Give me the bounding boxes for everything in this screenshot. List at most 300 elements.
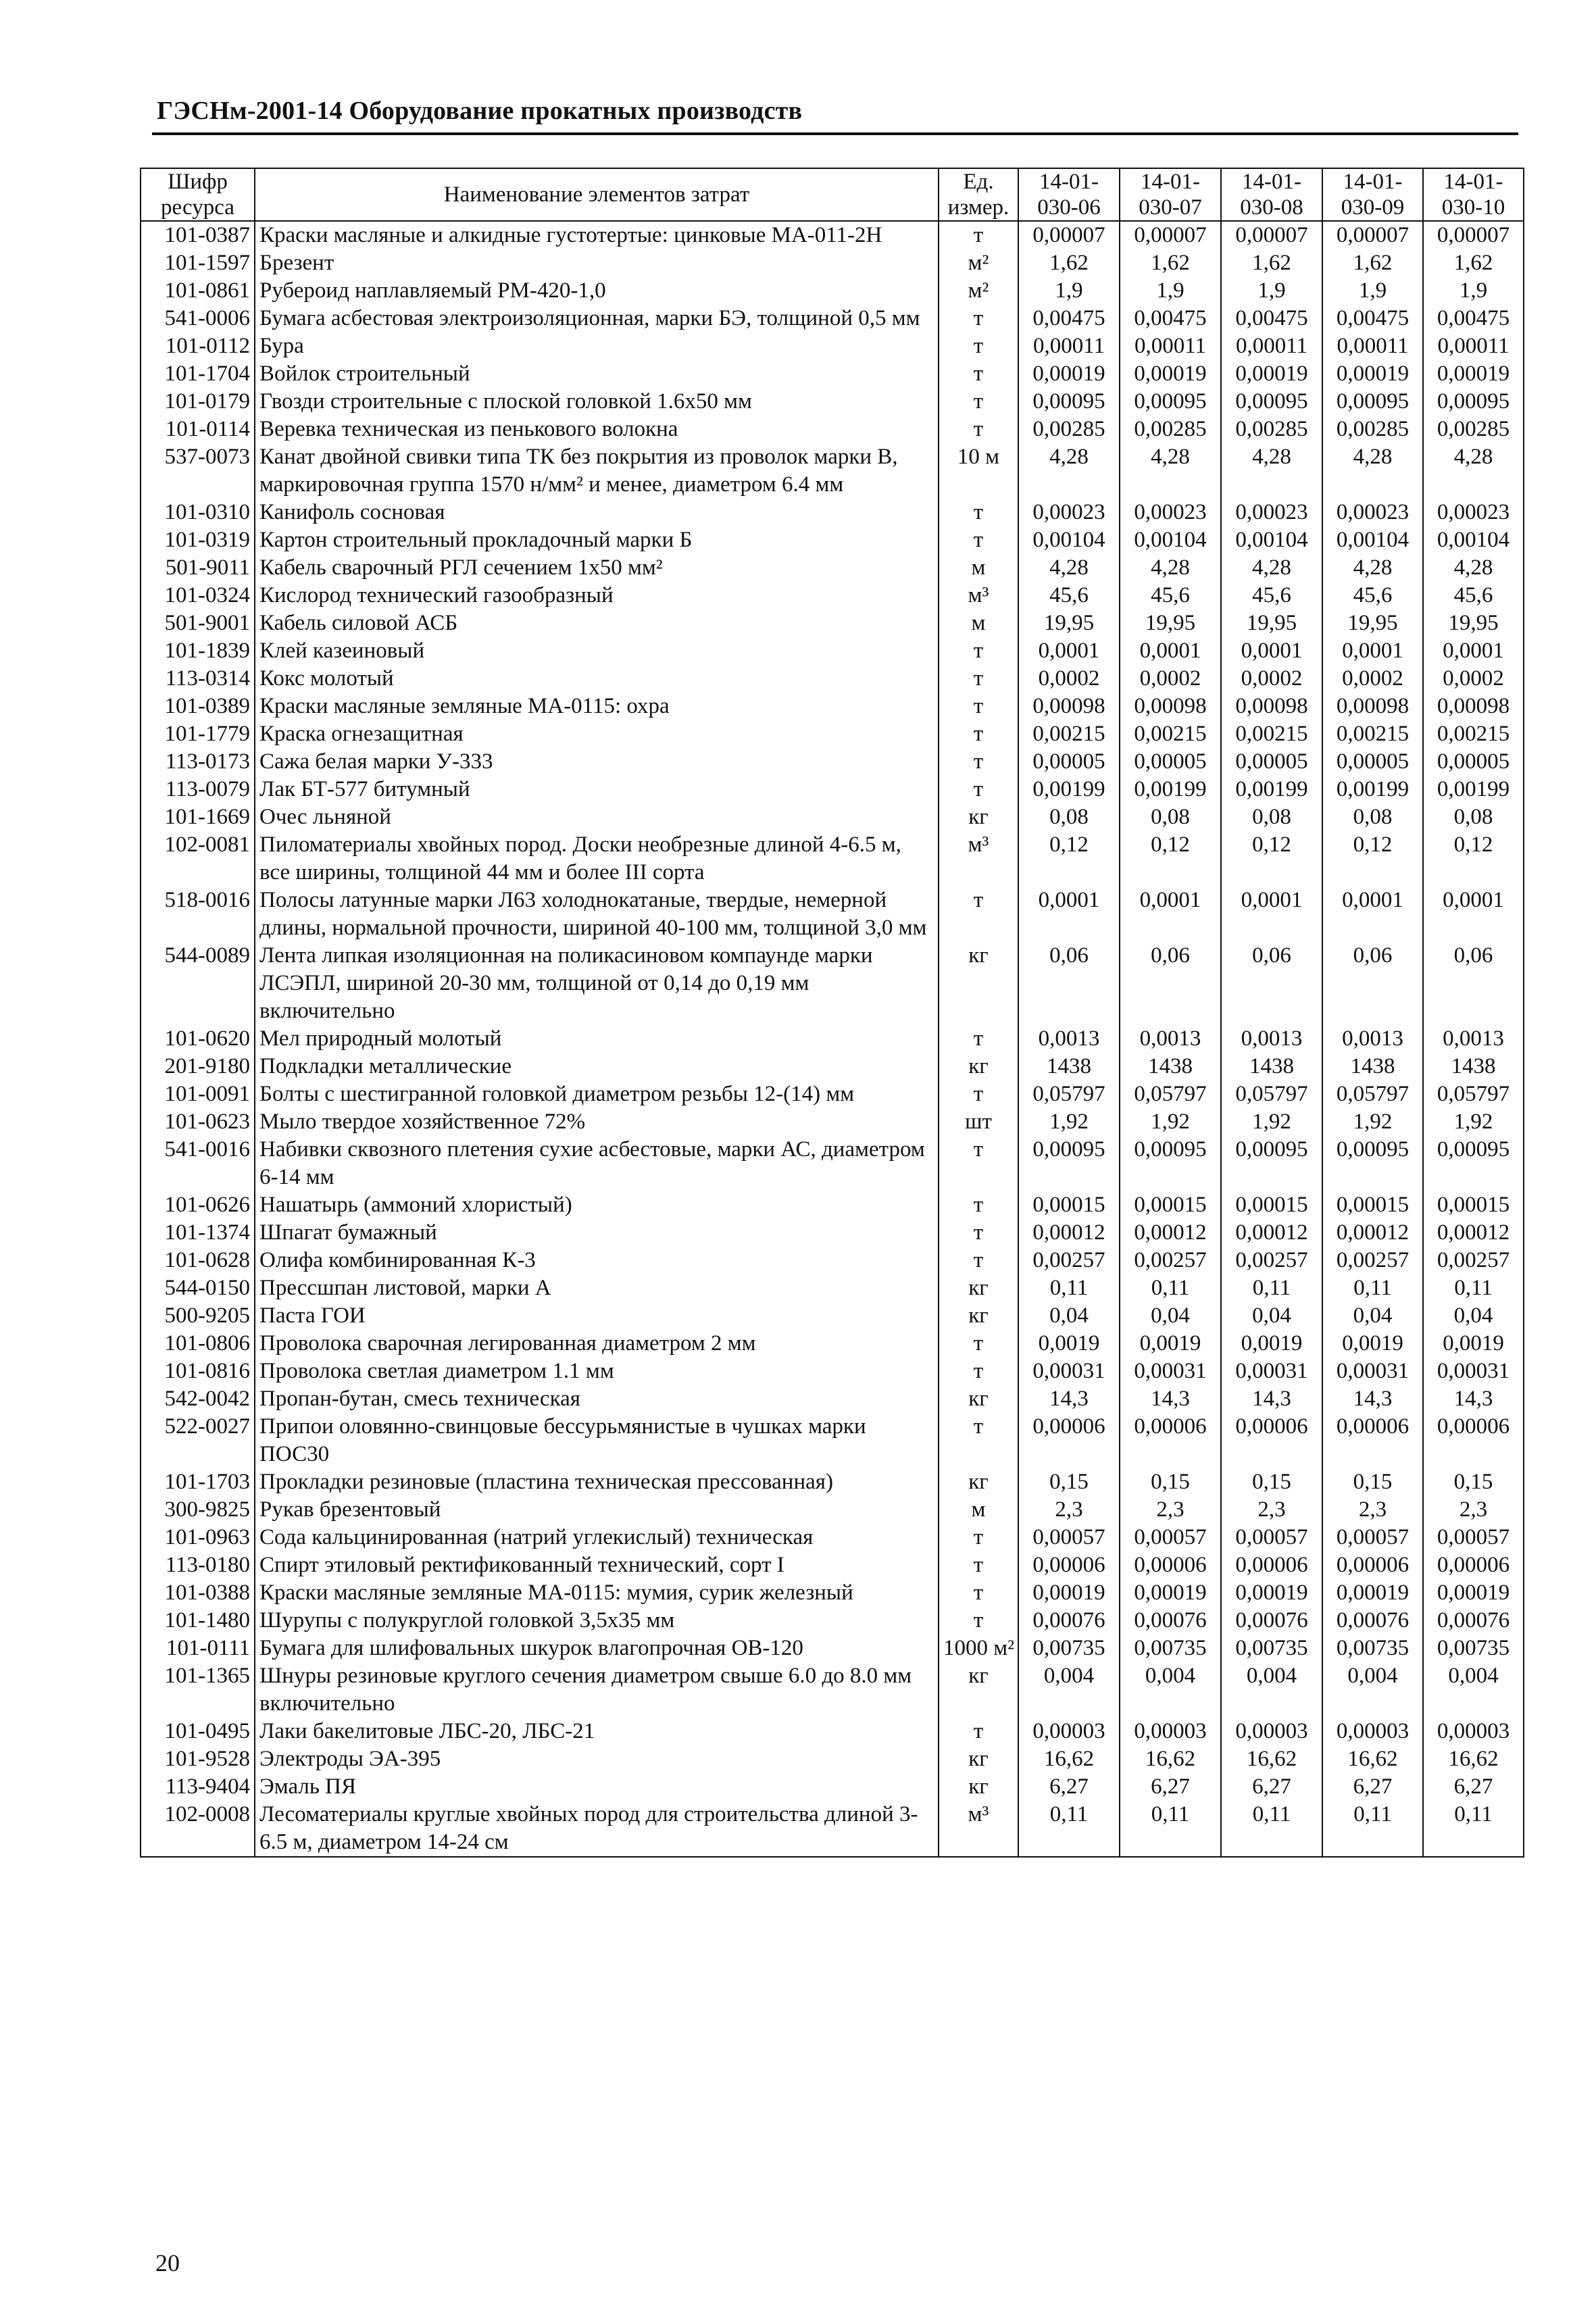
resource-unit: м² (939, 249, 1018, 277)
value-030-09: 0,05797 (1322, 1080, 1423, 1108)
resource-unit: т (939, 665, 1018, 693)
value-030-06: 0,00199 (1018, 776, 1120, 803)
value-030-07: 0,004 (1120, 1662, 1221, 1718)
value-030-07: 1438 (1120, 1053, 1221, 1080)
resource-code: 101-0319 (141, 526, 255, 554)
table-row (141, 1662, 1524, 1718)
value-030-07: 0,0019 (1120, 1330, 1221, 1358)
table-row (141, 803, 1524, 831)
value-030-09: 0,00057 (1322, 1524, 1423, 1551)
value-030-10: 0,11 (1423, 1274, 1524, 1302)
resource-unit: т (939, 1136, 1018, 1191)
value-030-07: 0,00023 (1120, 499, 1221, 526)
table-row (141, 1579, 1524, 1607)
value-030-07: 0,00005 (1120, 748, 1221, 776)
value-030-10: 0,00006 (1423, 1551, 1524, 1579)
value-030-08: 0,00057 (1221, 1524, 1322, 1551)
resource-name: Электроды ЭА-395 (255, 1745, 939, 1773)
resource-unit: т (939, 693, 1018, 720)
resource-code: 101-0861 (141, 277, 255, 305)
value-030-07: 19,95 (1120, 609, 1221, 637)
table-row (141, 221, 1524, 249)
resource-name: Проволока светлая диаметром 1.1 мм (255, 1358, 939, 1385)
table-row (141, 1801, 1524, 1857)
value-030-09: 1438 (1322, 1053, 1423, 1080)
resource-name: Бумага для шлифовальных шкурок влагопрочная ОВ-120 (255, 1635, 939, 1662)
resource-name: Гвозди строительные с плоской головкой 1.6х50 мм (255, 388, 939, 416)
resource-name: Сажа белая марки У-333 (255, 748, 939, 776)
table-row (141, 1191, 1524, 1219)
resource-unit: т (939, 1413, 1018, 1468)
value-030-06: 0,00098 (1018, 693, 1120, 720)
value-030-07: 1,62 (1120, 249, 1221, 277)
resource-code: 101-0816 (141, 1358, 255, 1385)
value-030-06: 0,00076 (1018, 1607, 1120, 1635)
table-row (141, 1108, 1524, 1136)
col-header-030-06: 14-01-030-06 (1018, 168, 1120, 221)
value-030-09: 0,00015 (1322, 1191, 1423, 1219)
value-030-07: 0,00257 (1120, 1247, 1221, 1274)
value-030-06: 1438 (1018, 1053, 1120, 1080)
page-title: ГЭСНм-2001-14 Оборудование прокатных производств (157, 97, 803, 125)
value-030-06: 6,27 (1018, 1773, 1120, 1801)
value-030-08: 0,00015 (1221, 1191, 1322, 1219)
table-row (141, 1053, 1524, 1080)
table-row (141, 1413, 1524, 1468)
value-030-09: 0,0019 (1322, 1330, 1423, 1358)
value-030-06: 0,0002 (1018, 665, 1120, 693)
value-030-10: 0,00098 (1423, 693, 1524, 720)
resource-unit: кг (939, 1053, 1018, 1080)
resource-name: Лента липкая изоляционная на поликасиновом компаунде марки ЛСЭПЛ, шириной 20-30 мм, толщиной от 0,14 до 0,19 мм включительно (255, 942, 939, 1025)
value-030-06: 0,0019 (1018, 1330, 1120, 1358)
value-030-10: 0,00215 (1423, 720, 1524, 748)
resource-code: 501-9011 (141, 554, 255, 582)
value-030-09: 0,06 (1322, 942, 1423, 1025)
value-030-08: 45,6 (1221, 582, 1322, 609)
value-030-08: 0,00215 (1221, 720, 1322, 748)
value-030-07: 0,08 (1120, 803, 1221, 831)
value-030-06: 0,00475 (1018, 305, 1120, 332)
resource-name: Картон строительный прокладочный марки Б (255, 526, 939, 554)
resource-code: 101-0495 (141, 1718, 255, 1745)
value-030-07: 4,28 (1120, 554, 1221, 582)
resource-unit: т (939, 1524, 1018, 1551)
resource-name: Краски масляные земляные МА-0115: мумия, сурик железный (255, 1579, 939, 1607)
value-030-10: 0,00012 (1423, 1219, 1524, 1247)
value-030-07: 0,00098 (1120, 693, 1221, 720)
resource-code: 101-0628 (141, 1247, 255, 1274)
table-row (141, 1385, 1524, 1413)
resource-name: Рукав брезентовый (255, 1496, 939, 1524)
resource-name: Лаки бакелитовые ЛБС-20, ЛБС-21 (255, 1718, 939, 1745)
value-030-09: 0,00006 (1322, 1413, 1423, 1468)
table-body (141, 221, 1524, 1857)
resource-unit: кг (939, 1385, 1018, 1413)
resource-name: Лесоматериалы круглые хвойных пород для строительства длиной 3-6.5 м, диаметром 14-24 см (255, 1801, 939, 1857)
value-030-10: 0,00076 (1423, 1607, 1524, 1635)
resource-unit: т (939, 388, 1018, 416)
value-030-06: 0,00257 (1018, 1247, 1120, 1274)
value-030-10: 0,00019 (1423, 360, 1524, 388)
resource-unit: кг (939, 1745, 1018, 1773)
resource-name: Паста ГОИ (255, 1302, 939, 1330)
value-030-10: 0,0013 (1423, 1025, 1524, 1053)
value-030-10: 0,0019 (1423, 1330, 1524, 1358)
value-030-07: 0,00104 (1120, 526, 1221, 554)
value-030-06: 0,11 (1018, 1274, 1120, 1302)
resource-code: 113-0314 (141, 665, 255, 693)
resource-unit: т (939, 1330, 1018, 1358)
value-030-10: 0,00006 (1423, 1413, 1524, 1468)
value-030-09: 0,00215 (1322, 720, 1423, 748)
value-030-06: 0,00006 (1018, 1551, 1120, 1579)
resource-unit: т (939, 1025, 1018, 1053)
value-030-10: 0,15 (1423, 1468, 1524, 1496)
value-030-08: 4,28 (1221, 443, 1322, 499)
value-030-08: 4,28 (1221, 554, 1322, 582)
value-030-08: 0,00031 (1221, 1358, 1322, 1385)
resource-code: 101-0112 (141, 332, 255, 360)
value-030-08: 0,00735 (1221, 1635, 1322, 1662)
value-030-07: 0,00019 (1120, 1579, 1221, 1607)
value-030-09: 0,00023 (1322, 499, 1423, 526)
value-030-07: 0,0001 (1120, 887, 1221, 942)
resource-name: Припои оловянно-свинцовые бессурьмянистые в чушках марки ПОС30 (255, 1413, 939, 1468)
value-030-09: 0,00003 (1322, 1718, 1423, 1745)
value-030-07: 0,12 (1120, 831, 1221, 887)
value-030-10: 0,00057 (1423, 1524, 1524, 1551)
value-030-08: 0,00019 (1221, 1579, 1322, 1607)
resource-name: Пропан-бутан, смесь техническая (255, 1385, 939, 1413)
resource-name: Проволока сварочная легированная диаметром 2 мм (255, 1330, 939, 1358)
value-030-07: 0,00475 (1120, 305, 1221, 332)
table-row (141, 388, 1524, 416)
value-030-06: 0,00015 (1018, 1191, 1120, 1219)
value-030-09: 0,00199 (1322, 776, 1423, 803)
resource-unit: т (939, 1718, 1018, 1745)
value-030-10: 0,0001 (1423, 887, 1524, 942)
value-030-07: 0,00031 (1120, 1358, 1221, 1385)
value-030-06: 0,00735 (1018, 1635, 1120, 1662)
value-030-07: 0,00095 (1120, 1136, 1221, 1191)
resource-name: Рубероид наплавляемый РМ-420-1,0 (255, 277, 939, 305)
resource-name: Бура (255, 332, 939, 360)
resource-code: 113-0079 (141, 776, 255, 803)
resource-name: Канифоль сосновая (255, 499, 939, 526)
table-row (141, 665, 1524, 693)
value-030-09: 0,0001 (1322, 637, 1423, 665)
value-030-09: 6,27 (1322, 1773, 1423, 1801)
value-030-10: 0,00011 (1423, 332, 1524, 360)
resource-unit: т (939, 416, 1018, 443)
value-030-10: 0,04 (1423, 1302, 1524, 1330)
resource-unit: т (939, 1080, 1018, 1108)
value-030-10: 1,92 (1423, 1108, 1524, 1136)
value-030-07: 0,00735 (1120, 1635, 1221, 1662)
value-030-09: 0,00019 (1322, 1579, 1423, 1607)
value-030-08: 0,00199 (1221, 776, 1322, 803)
value-030-09: 0,00012 (1322, 1219, 1423, 1247)
table-row (141, 831, 1524, 887)
resource-code: 101-1597 (141, 249, 255, 277)
value-030-08: 0,08 (1221, 803, 1322, 831)
resource-name: Мел природный молотый (255, 1025, 939, 1053)
table-row (141, 277, 1524, 305)
value-030-09: 19,95 (1322, 609, 1423, 637)
value-030-09: 16,62 (1322, 1745, 1423, 1773)
value-030-08: 0,004 (1221, 1662, 1322, 1718)
value-030-06: 0,00012 (1018, 1219, 1120, 1247)
value-030-09: 0,11 (1322, 1801, 1423, 1857)
value-030-07: 0,00007 (1120, 221, 1221, 249)
value-030-09: 0,00098 (1322, 693, 1423, 720)
value-030-10: 0,00257 (1423, 1247, 1524, 1274)
value-030-06: 4,28 (1018, 554, 1120, 582)
value-030-06: 0,05797 (1018, 1080, 1120, 1108)
value-030-08: 0,06 (1221, 942, 1322, 1025)
resource-code: 102-0008 (141, 1801, 255, 1857)
value-030-06: 0,0013 (1018, 1025, 1120, 1053)
resource-name: Мыло твердое хозяйственное 72% (255, 1108, 939, 1136)
value-030-08: 0,00005 (1221, 748, 1322, 776)
table-row (141, 1080, 1524, 1108)
value-030-07: 0,00076 (1120, 1607, 1221, 1635)
value-030-07: 0,0013 (1120, 1025, 1221, 1053)
resource-code: 113-0173 (141, 748, 255, 776)
value-030-09: 0,00095 (1322, 388, 1423, 416)
value-030-06: 2,3 (1018, 1496, 1120, 1524)
table-row (141, 1607, 1524, 1635)
resource-code: 101-0179 (141, 388, 255, 416)
value-030-08: 0,0001 (1221, 887, 1322, 942)
resource-unit: м³ (939, 1801, 1018, 1857)
resource-name: Пиломатериалы хвойных пород. Доски необрезные длиной 4-6.5 м, все ширины, толщиной 44 мм и более III сорта (255, 831, 939, 887)
page-number: 20 (155, 2249, 180, 2276)
value-030-07: 0,11 (1120, 1274, 1221, 1302)
value-030-06: 0,04 (1018, 1302, 1120, 1330)
value-030-06: 16,62 (1018, 1745, 1120, 1773)
value-030-10: 0,00199 (1423, 776, 1524, 803)
value-030-09: 0,00005 (1322, 748, 1423, 776)
value-030-09: 0,0002 (1322, 665, 1423, 693)
resource-code: 101-9528 (141, 1745, 255, 1773)
value-030-08: 0,00285 (1221, 416, 1322, 443)
value-030-08: 0,00011 (1221, 332, 1322, 360)
resource-code: 101-0963 (141, 1524, 255, 1551)
value-030-08: 0,04 (1221, 1302, 1322, 1330)
table-row (141, 887, 1524, 942)
resource-name: Эмаль ПЯ (255, 1773, 939, 1801)
value-030-10: 45,6 (1423, 582, 1524, 609)
value-030-09: 0,00104 (1322, 526, 1423, 554)
resource-unit: шт (939, 1108, 1018, 1136)
resource-unit: кг (939, 1662, 1018, 1718)
resource-unit: т (939, 1551, 1018, 1579)
resource-unit: кг (939, 942, 1018, 1025)
table-row (141, 942, 1524, 1025)
value-030-10: 0,00007 (1423, 221, 1524, 249)
value-030-09: 1,62 (1322, 249, 1423, 277)
value-030-10: 0,0001 (1423, 637, 1524, 665)
table-row (141, 1247, 1524, 1274)
value-030-07: 1,92 (1120, 1108, 1221, 1136)
value-030-06: 0,00285 (1018, 416, 1120, 443)
resource-code: 544-0089 (141, 942, 255, 1025)
value-030-06: 0,06 (1018, 942, 1120, 1025)
resource-code: 542-0042 (141, 1385, 255, 1413)
value-030-08: 0,00095 (1221, 388, 1322, 416)
value-030-09: 0,08 (1322, 803, 1423, 831)
value-030-07: 0,00095 (1120, 388, 1221, 416)
value-030-06: 19,95 (1018, 609, 1120, 637)
resource-code: 101-1704 (141, 360, 255, 388)
value-030-09: 0,0001 (1322, 887, 1423, 942)
value-030-06: 0,00005 (1018, 748, 1120, 776)
value-030-07: 0,0001 (1120, 637, 1221, 665)
table-row (141, 582, 1524, 609)
value-030-09: 0,004 (1322, 1662, 1423, 1718)
value-030-10: 1438 (1423, 1053, 1524, 1080)
value-030-06: 0,00057 (1018, 1524, 1120, 1551)
resource-code: 101-1480 (141, 1607, 255, 1635)
resource-unit: т (939, 499, 1018, 526)
resource-code: 541-0006 (141, 305, 255, 332)
value-030-10: 0,05797 (1423, 1080, 1524, 1108)
value-030-10: 0,11 (1423, 1801, 1524, 1857)
value-030-09: 0,00019 (1322, 360, 1423, 388)
table-row (141, 748, 1524, 776)
value-030-09: 45,6 (1322, 582, 1423, 609)
resource-code: 113-9404 (141, 1773, 255, 1801)
resource-unit: т (939, 1579, 1018, 1607)
value-030-09: 0,15 (1322, 1468, 1423, 1496)
value-030-09: 0,00257 (1322, 1247, 1423, 1274)
value-030-06: 1,62 (1018, 249, 1120, 277)
value-030-09: 0,00285 (1322, 416, 1423, 443)
resource-name: Нашатырь (аммоний хлористый) (255, 1191, 939, 1219)
value-030-08: 0,00003 (1221, 1718, 1322, 1745)
value-030-10: 0,00015 (1423, 1191, 1524, 1219)
resource-name: Прокладки резиновые (пластина техническая прессованная) (255, 1468, 939, 1496)
resource-unit: кг (939, 1468, 1018, 1496)
resource-name: Краски масляные и алкидные густотертые: цинковые МА-011-2Н (255, 221, 939, 249)
resource-name: Клей казеиновый (255, 637, 939, 665)
resource-name: Краски масляные земляные МА-0115: охра (255, 693, 939, 720)
resource-code: 102-0081 (141, 831, 255, 887)
table-row (141, 637, 1524, 665)
resource-code: 501-9001 (141, 609, 255, 637)
table-row (141, 526, 1524, 554)
table-row (141, 776, 1524, 803)
value-030-10: 1,9 (1423, 277, 1524, 305)
value-030-10: 4,28 (1423, 443, 1524, 499)
value-030-08: 0,00006 (1221, 1413, 1322, 1468)
table-row (141, 1330, 1524, 1358)
col-header-code: Шифр ресурса (141, 168, 255, 221)
resource-code: 101-0806 (141, 1330, 255, 1358)
value-030-09: 0,04 (1322, 1302, 1423, 1330)
value-030-06: 1,9 (1018, 277, 1120, 305)
value-030-10: 0,08 (1423, 803, 1524, 831)
resource-code: 101-1374 (141, 1219, 255, 1247)
value-030-09: 0,0013 (1322, 1025, 1423, 1053)
table-row (141, 305, 1524, 332)
resource-name: Набивки сквозного плетения сухие асбестовые, марки АС, диаметром 6-14 мм (255, 1136, 939, 1191)
table-row (141, 554, 1524, 582)
header-rule (152, 132, 1518, 135)
resource-unit: м (939, 609, 1018, 637)
value-030-09: 0,00011 (1322, 332, 1423, 360)
col-header-unit: Ед. измер. (939, 168, 1018, 221)
table-row (141, 249, 1524, 277)
table-row (141, 443, 1524, 499)
value-030-08: 0,00023 (1221, 499, 1322, 526)
value-030-10: 4,28 (1423, 554, 1524, 582)
resource-unit: т (939, 637, 1018, 665)
value-030-07: 0,11 (1120, 1801, 1221, 1857)
resource-name: Кислород технический газообразный (255, 582, 939, 609)
resource-unit: т (939, 1191, 1018, 1219)
resource-code: 541-0016 (141, 1136, 255, 1191)
value-030-08: 0,0019 (1221, 1330, 1322, 1358)
value-030-07: 16,62 (1120, 1745, 1221, 1773)
value-030-07: 0,04 (1120, 1302, 1221, 1330)
value-030-08: 0,00006 (1221, 1551, 1322, 1579)
resource-unit: 1000 м² (939, 1635, 1018, 1662)
resource-unit: кг (939, 1302, 1018, 1330)
value-030-08: 0,00098 (1221, 693, 1322, 720)
table-row (141, 416, 1524, 443)
value-030-08: 0,0002 (1221, 665, 1322, 693)
value-030-06: 0,00023 (1018, 499, 1120, 526)
value-030-06: 0,00019 (1018, 1579, 1120, 1607)
table-row (141, 1524, 1524, 1551)
value-030-09: 0,00735 (1322, 1635, 1423, 1662)
value-030-09: 0,12 (1322, 831, 1423, 887)
table-header-row (141, 168, 1524, 221)
value-030-07: 6,27 (1120, 1773, 1221, 1801)
resource-name: Очес льняной (255, 803, 939, 831)
col-header-030-10: 14-01-030-10 (1423, 168, 1524, 221)
value-030-06: 0,00003 (1018, 1718, 1120, 1745)
table-row (141, 609, 1524, 637)
resource-code: 522-0027 (141, 1413, 255, 1468)
value-030-08: 0,05797 (1221, 1080, 1322, 1108)
resource-name: Шпагат бумажный (255, 1219, 939, 1247)
resource-name: Болты с шестигранной головкой диаметром резьбы 12-(14) мм (255, 1080, 939, 1108)
value-030-08: 0,11 (1221, 1274, 1322, 1302)
value-030-10: 19,95 (1423, 609, 1524, 637)
resource-code: 101-0324 (141, 582, 255, 609)
value-030-08: 1,62 (1221, 249, 1322, 277)
value-030-07: 1,9 (1120, 277, 1221, 305)
value-030-10: 0,12 (1423, 831, 1524, 887)
resource-name: Краска огнезащитная (255, 720, 939, 748)
value-030-08: 0,00012 (1221, 1219, 1322, 1247)
value-030-08: 0,15 (1221, 1468, 1322, 1496)
resource-name: Шнуры резиновые круглого сечения диаметром свыше 6.0 до 8.0 мм включительно (255, 1662, 939, 1718)
table-row (141, 1219, 1524, 1247)
resource-name: Полосы латунные марки Л63 холоднокатаные, твердые, немерной длины, нормальной прочности, шириной 40-100 мм, толщиной 3,0 мм (255, 887, 939, 942)
value-030-07: 0,00006 (1120, 1551, 1221, 1579)
value-030-06: 0,00011 (1018, 332, 1120, 360)
resource-unit: м³ (939, 582, 1018, 609)
resource-code: 300-9825 (141, 1496, 255, 1524)
value-030-08: 6,27 (1221, 1773, 1322, 1801)
resource-unit: кг (939, 1274, 1018, 1302)
value-030-07: 0,00003 (1120, 1718, 1221, 1745)
